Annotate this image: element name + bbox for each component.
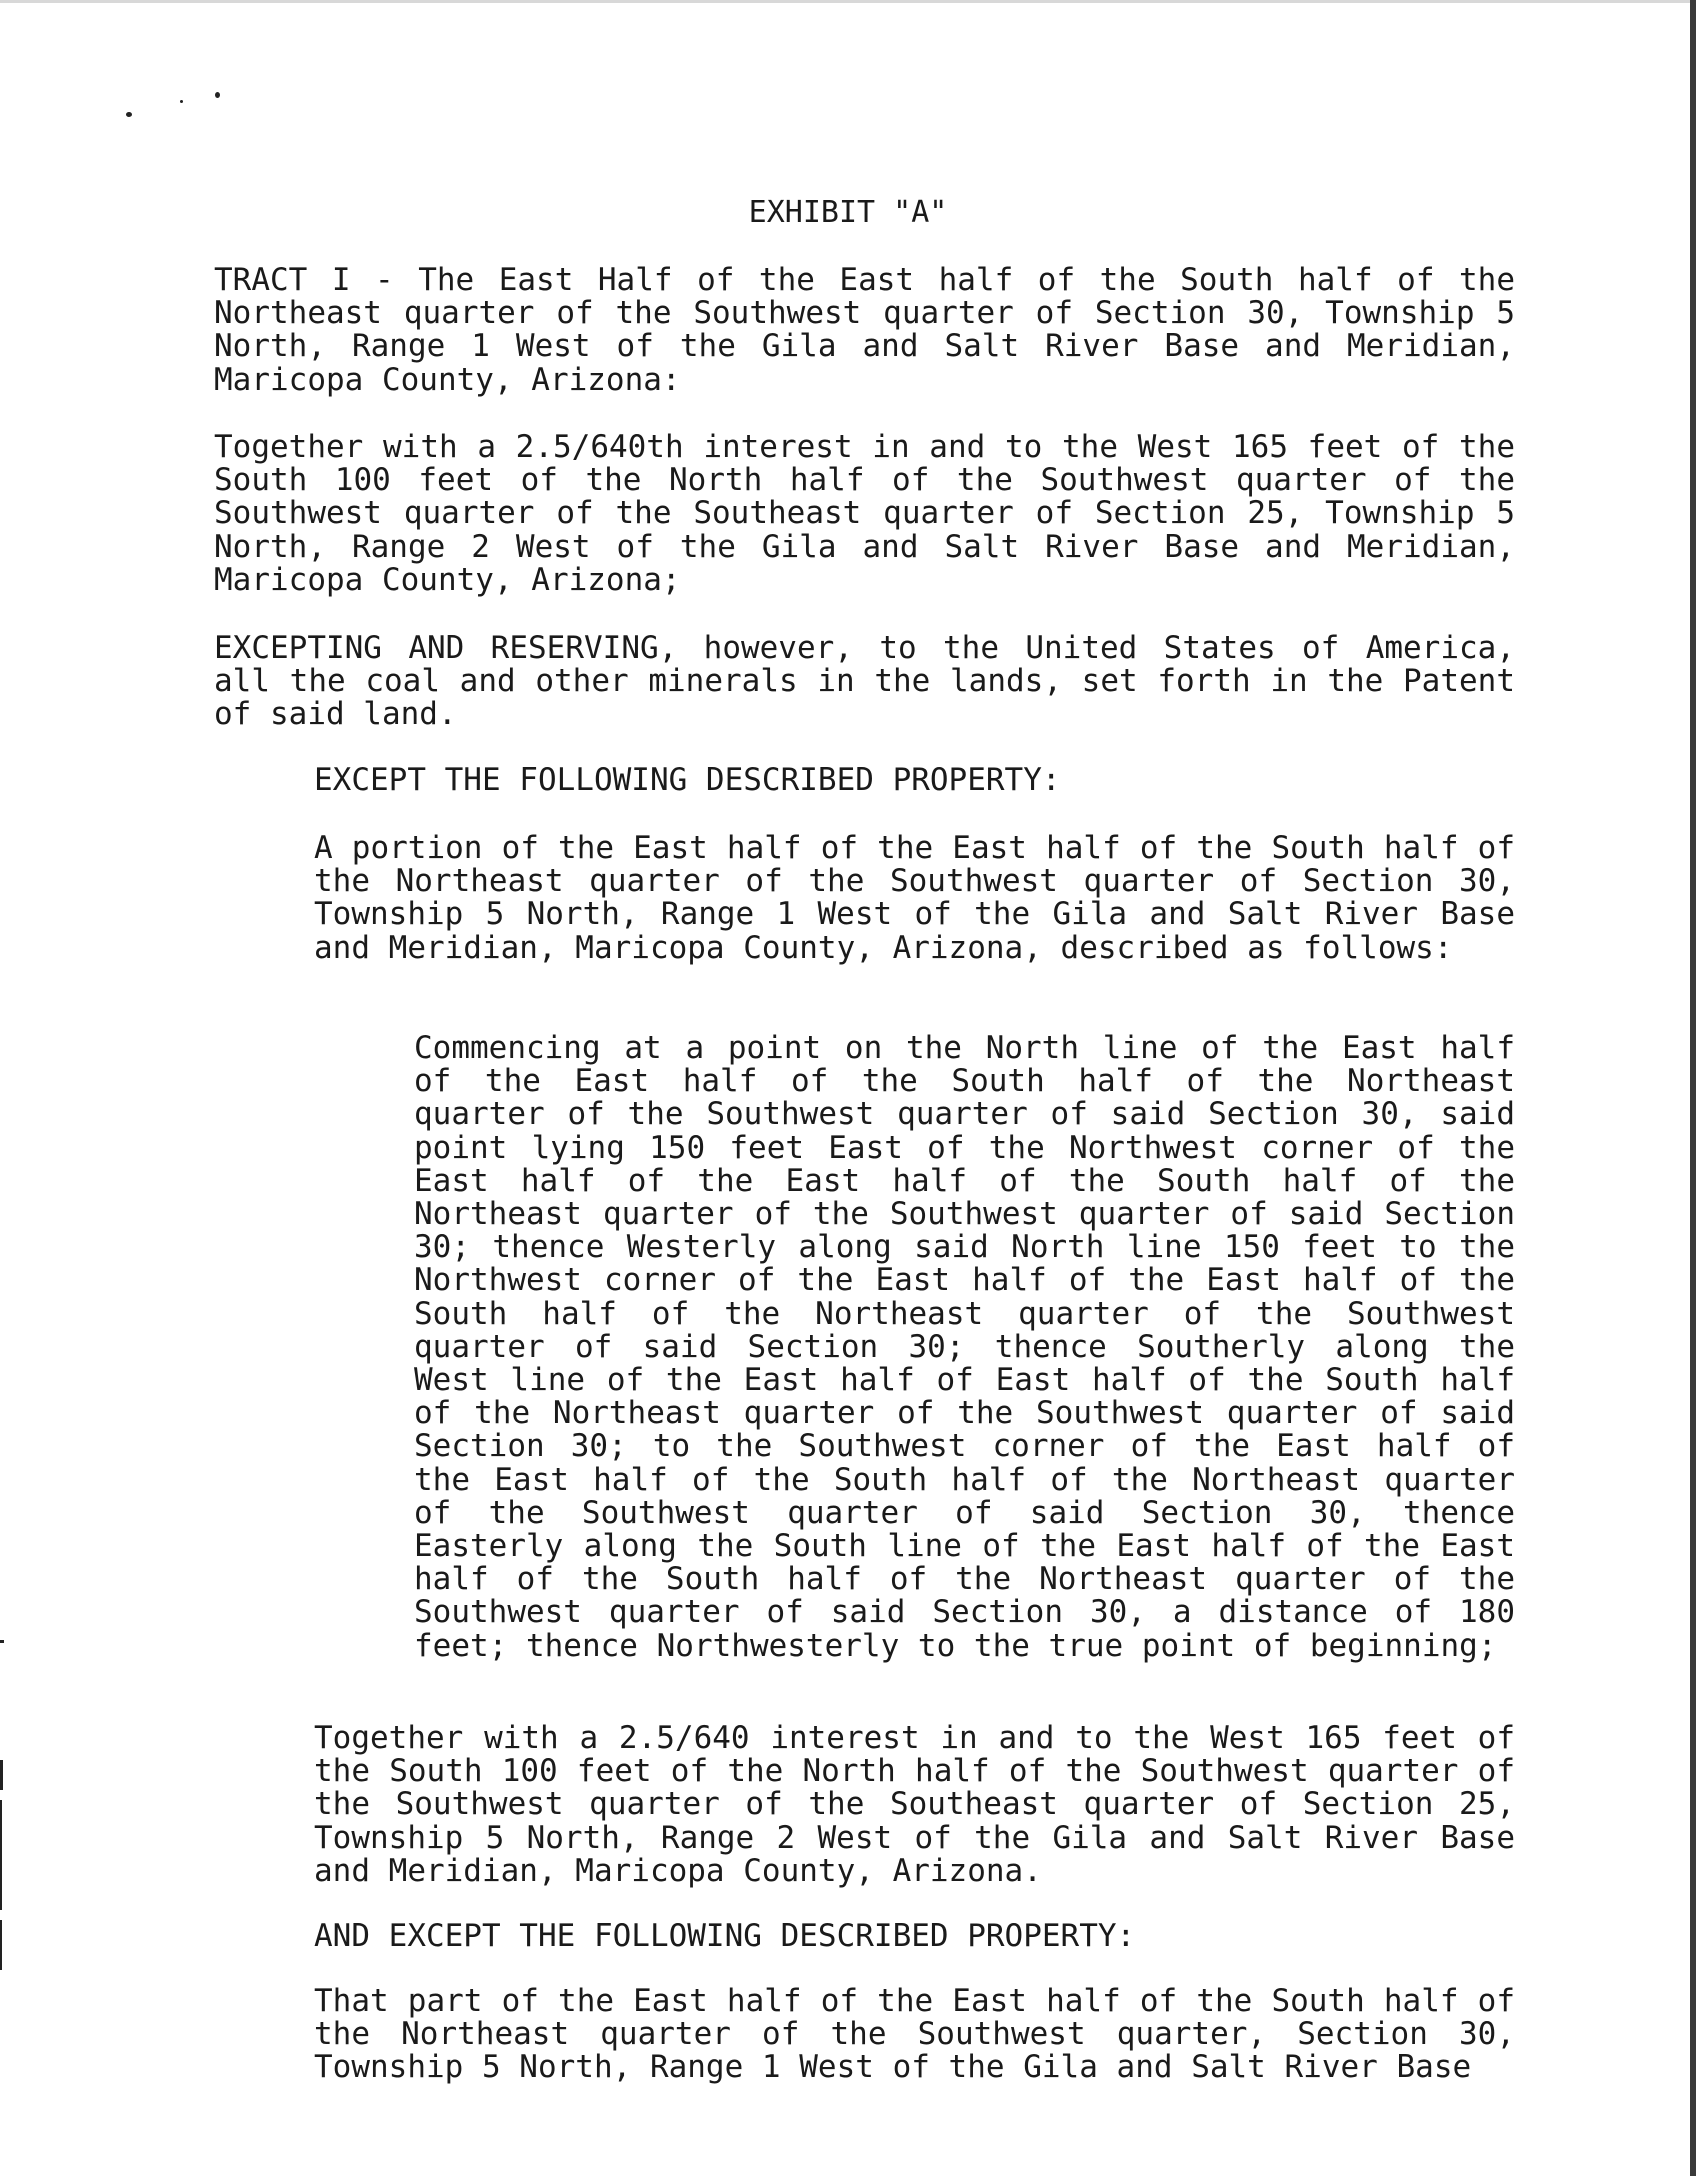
scan-speck: [180, 100, 183, 103]
that-part-paragraph: That part of the East half of the East half of the South half of the Northeast quarter of the Southwest quarter, Section 30, Township 5 North, Range 1 West of the Gila and Salt River Base: [314, 1983, 1515, 2086]
scan-speck: [126, 112, 132, 117]
scan-top-edge: [0, 0, 1696, 3]
excepting-reserving-paragraph: EXCEPTING AND RESERVING, however, to the United States of America, all the coal and other minerals in the lands, set forth in the Patent of said land.: [214, 630, 1515, 733]
scan-edge-mark: [0, 1920, 2, 1970]
scan-edge-mark: [0, 1760, 3, 1790]
tract-paragraph: TRACT I - The East Half of the East half of the South half of the Northeast quarter of the Southwest quarter of Section 30, Township 5 North, Range 1 West of the Gila and Salt River Base and Meridian, Maricopa County, Arizona:: [214, 262, 1515, 398]
scan-edge-mark: [0, 1800, 2, 1910]
portion-paragraph: A portion of the East half of the East half of the South half of the Northeast quarter of the Southwest quarter of Section 30, Township 5 North, Range 1 West of the Gila and Salt River Base and Meridian, Maricopa County, Arizona, described as follows:: [314, 830, 1515, 966]
except-heading-1: EXCEPT THE FOLLOWING DESCRIBED PROPERTY:: [314, 762, 1061, 798]
scan-right-edge: [1690, 0, 1696, 2176]
exhibit-title: EXHIBIT "A": [748, 195, 948, 230]
together-paragraph-2: Together with a 2.5/640 interest in and to the West 165 feet of the South 100 feet of the North half of the Southwest quarter of the Southwest quarter of the Southeast quarter of Section 25, Township 5 North, Range 2 West of the Gila and Salt River Base and Meridian, Maricopa County, Arizona.: [314, 1720, 1515, 1889]
scan-edge-mark: [0, 1640, 4, 1643]
together-paragraph-1: Together with a 2.5/640th interest in and to the West 165 feet of the South 100 feet of the North half of the Southwest quarter of the Southwest quarter of the Southeast quarter of Section 25, Township 5 North, Range 2 West of the Gila and Salt River Base and Meridian, Maricopa County, Arizona;: [214, 429, 1515, 598]
commencing-paragraph: Commencing at a point on the North line of the East half of the East half of the South half of the Northeast quarter of the Southwest quarter of said Section 30, said point lying 150 feet East of the Northwest corner of the East half of the East half of the South half of the Northeast quarter of the Southwest quarter of said Section 30; thence Westerly along said North line 150 feet to the Northwest corner of the East half of the East half of the South half of the Northeast quarter of the Southwest quarter of said Section 30; thence Southerly along the West line of the East half of East half of the South half of the Northeast quarter of the Southwest quarter of said Section 30; to the Southwest corner of the East half of the East half of the South half of the Northeast quarter of the Southwest quarter of said Section 30, thence Easterly along the South line of the East half of the East half of the South half of the Northeast quarter of the Southwest quarter of said Section 30, a distance of 180 feet; thence Northwesterly to the true point of beginning;: [414, 1030, 1515, 1664]
scan-speck: [215, 92, 220, 98]
except-heading-2: AND EXCEPT THE FOLLOWING DESCRIBED PROPERTY:: [314, 1918, 1136, 1954]
